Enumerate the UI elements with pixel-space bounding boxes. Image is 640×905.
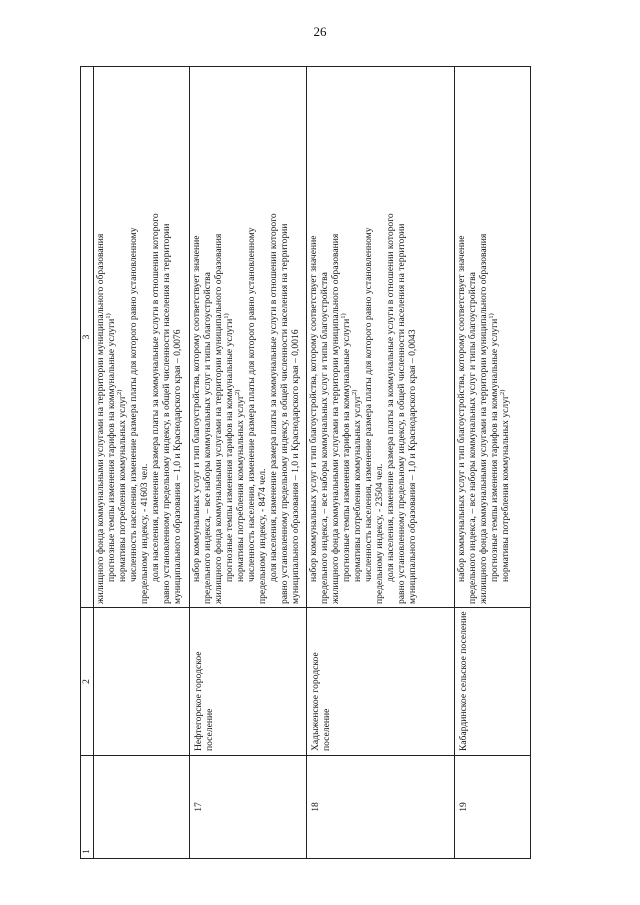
text-line-body: муниципального образования – 1,0 и Краснодарского края – 0,0076 — [172, 329, 183, 604]
text-line — [213, 70, 224, 604]
row-number: 18 — [307, 756, 455, 859]
text-line-body: жилищного фонда коммунальными услугами на территории муниципального образования — [330, 233, 341, 604]
text-line-body: муниципального образования – 1,0 и Краснодарского края – 0,0016 — [290, 329, 301, 604]
text-line — [385, 70, 396, 604]
footnote-ref: 1) — [340, 313, 347, 319]
text-line-body: нормативы потребления коммунальных услуг — [235, 395, 246, 582]
row-content — [190, 67, 307, 608]
text-line — [290, 70, 301, 604]
text-line-body: набор коммунальных услуг и тип благоустройства, которому соответствует значение — [308, 235, 319, 582]
header-col1: 1 — [81, 756, 94, 859]
header-row — [81, 67, 94, 859]
text-line — [191, 70, 202, 604]
text-line — [161, 70, 172, 604]
footnote-ref: 1) — [105, 313, 112, 319]
text-line-body: прогнозные темпы изменения тарифов на коммунальные услуги — [341, 318, 352, 582]
text-line — [246, 70, 257, 604]
text-line-body: жилищного фонда коммунальными услугами на территории муниципального образования — [213, 233, 224, 604]
continuation-num — [94, 756, 190, 859]
text-line — [330, 70, 341, 604]
text-line-body: предельного индекса, – все наборы коммунальных услуг и типы благоустройства — [319, 272, 330, 604]
settlement-name: Хадыженское городское поселение — [307, 608, 455, 756]
text-line-body: предельного индекса, – все наборы коммунальных услуг и типы благоустройства — [467, 272, 478, 604]
footnote-ref: 2) — [116, 389, 123, 396]
text-line-body: набор коммунальных услуг и тип благоустройства, которому соответствует значение — [456, 235, 467, 582]
text-line-body: набор коммунальных услуг и тип благоустройства, которому соответствует значение — [191, 235, 202, 582]
text-line-body: численность населения, изменение размера платы для которого равно установленному — [128, 227, 139, 582]
continuation-row — [94, 67, 190, 859]
continuation-name — [94, 608, 190, 756]
text-line-body: доля населения, изменение размера платы за коммунальные услуги в отношении которого — [385, 213, 396, 582]
text-line — [308, 70, 319, 604]
text-line-body: нормативы потребления коммунальных услуг — [500, 395, 511, 582]
text-line-body: равно установленному предельному индексу, в общей численности населения на территории — [279, 223, 290, 604]
table-row — [455, 67, 531, 859]
settlement-name: Кабардинское сельское поселение — [455, 608, 531, 756]
text-line-body: муниципального образования – 1,0 и Краснодарского края – 0,0043 — [407, 329, 418, 604]
settlement-name: Нефтегорское городское поселение — [190, 608, 307, 756]
text-line-body: численность населения, изменение размера платы для которого равно установленному — [246, 227, 257, 582]
text-line — [202, 70, 213, 604]
text-line-body: численность населения, изменение размера платы для которого равно установленному — [363, 227, 374, 582]
text-line-body: доля населения, изменение размера платы за коммунальные услуги в отношении которого — [150, 213, 161, 582]
text-line — [106, 70, 117, 604]
text-line — [224, 70, 235, 604]
header-col3: 3 — [81, 67, 94, 608]
text-line — [128, 70, 139, 604]
text-line — [489, 70, 500, 604]
text-line — [374, 70, 385, 604]
text-line — [500, 70, 511, 604]
text-line — [235, 70, 246, 604]
text-line — [341, 70, 352, 604]
text-line-body: доля населения, изменение размера платы за коммунальные услуги в отношении которого — [268, 213, 279, 582]
text-line — [456, 70, 467, 604]
text-line-body: прогнозные темпы изменения тарифов на коммунальные услуги — [106, 318, 117, 582]
text-line-body: нормативы потребления коммунальных услуг — [352, 395, 363, 582]
text-line — [363, 70, 374, 604]
text-line — [352, 70, 363, 604]
row-content — [307, 67, 455, 608]
footnote-ref: 2) — [351, 389, 358, 396]
footnote-ref: 1) — [223, 313, 230, 319]
continuation-content — [94, 67, 190, 608]
row-number: 17 — [190, 756, 307, 859]
text-line — [319, 70, 330, 604]
table-row — [307, 67, 455, 859]
text-line-body: жилищного фонда коммунальными услугами на территории муниципального образования — [95, 233, 106, 604]
text-line-body: равно установленному предельному индексу, в общей численности населения на территории — [161, 223, 172, 604]
text-line-body: предельному индексу, - 41603 чел. — [139, 463, 150, 604]
tariff-table — [80, 66, 531, 859]
text-line-body: равно установленному предельному индексу, в общей численности населения на территории — [396, 223, 407, 604]
text-line — [257, 70, 268, 604]
text-line — [407, 70, 418, 604]
text-line — [279, 70, 290, 604]
text-line-body: прогнозные темпы изменения тарифов на коммунальные услуги — [489, 318, 500, 582]
rotated-table-container — [80, 67, 558, 859]
table-area — [80, 67, 558, 859]
footnote-ref: 2) — [234, 389, 241, 396]
text-line — [172, 70, 183, 604]
text-line-body: нормативы потребления коммунальных услуг — [117, 395, 128, 582]
text-line — [396, 70, 407, 604]
row-number: 19 — [455, 756, 531, 859]
text-line — [95, 70, 106, 604]
table-row — [190, 67, 307, 859]
text-line — [150, 70, 161, 604]
text-line — [467, 70, 478, 604]
text-line — [478, 70, 489, 604]
text-line — [117, 70, 128, 604]
text-line-body: прогнозные темпы изменения тарифов на коммунальные услуги — [224, 318, 235, 582]
page-number: 26 — [313, 24, 327, 39]
footnote-ref: 1) — [488, 313, 495, 319]
text-line — [139, 70, 150, 604]
text-line-body: жилищного фонда коммунальными услугами на территории муниципального образования — [478, 233, 489, 604]
text-line — [268, 70, 279, 604]
row-content — [455, 67, 531, 608]
header-col2: 2 — [81, 608, 94, 756]
text-line-body: предельному индексу, - 23504 чел. — [374, 463, 385, 604]
text-line-body: предельному индексу, - 8474 чел. — [257, 468, 268, 604]
footnote-ref: 2) — [499, 389, 506, 396]
text-line-body: предельного индекса, – все наборы коммунальных услуг и типы благоустройства — [202, 272, 213, 604]
